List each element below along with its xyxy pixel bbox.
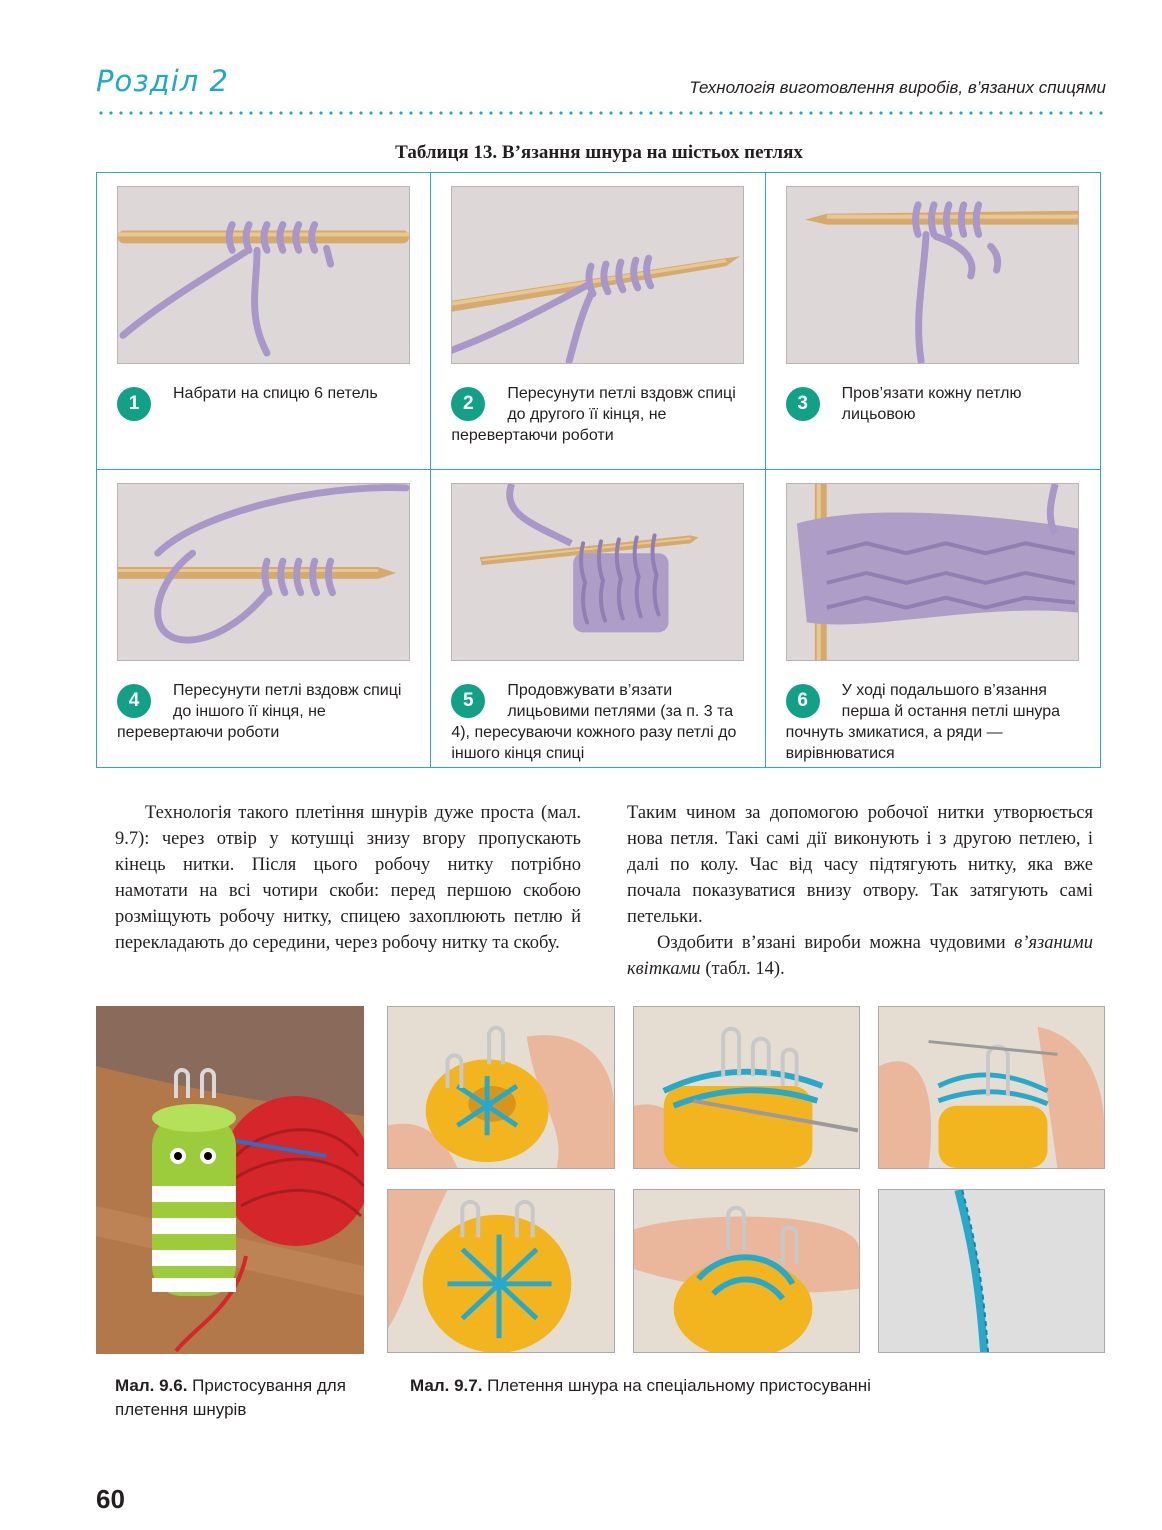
step-cell-2	[431, 173, 765, 470]
body-paragraph-right-2-end: (табл. 14).	[700, 959, 785, 979]
body-paragraph-right-text: Таким чином за допомогою робочої нитки утворюється нова петля. Такі самі дії виконують і з другою петлею, і далі по колу. Час від часу підтягують нитку, яка вже почала показуватися внизу отвору. Так затягують самі петельки.	[627, 803, 1093, 927]
page-number: 60	[96, 1484, 125, 1514]
figure-9-7-photo-4	[387, 1189, 615, 1353]
body-paragraph-right-2	[627, 930, 1093, 982]
step-number-badge-6: 6	[786, 684, 820, 718]
figure-9-7-caption	[410, 1374, 1090, 1398]
step-number-badge-2: 2	[451, 387, 485, 421]
step-text-5: Продовжувати в’язати лицьовими петлями (за п. 3 та 4), пересуваючи кожного разу петлі до іншого кінця спиці	[451, 682, 737, 762]
step-number-badge-3: 3	[786, 387, 820, 421]
figure-9-7-photo-3	[878, 1006, 1105, 1169]
body-paragraph-left-text: Технологія такого плетіння шнурів дуже проста (мал. 9.7): через отвір у котушці знизу вгору пропускають кінець нитки. Після цього робочу нитку потрібно намотати на всі чотири скоби: перед першою скобою розміщують робочу нитку, спицею захоплюють петлю й перекладають до середини, через робочу нитку та скобу.	[115, 803, 581, 953]
figure-9-7-caption-text: Плетення шнура на спеціальному пристосуванні	[482, 1376, 871, 1395]
body-paragraph-right	[627, 800, 1093, 982]
step-photo-2	[451, 186, 744, 364]
step-cell-6	[766, 470, 1100, 767]
step-text-4: Пересунути петлі вздовж спиці до іншого її кінця, не перевертаючи роботи	[117, 682, 402, 741]
body-paragraph-left	[115, 800, 581, 956]
running-title: Технологія виготовлення виробів, в’язаних спицями	[689, 78, 1106, 97]
step-photo-5	[451, 483, 744, 661]
header-dotted-divider	[96, 111, 1106, 115]
step-photo-4	[117, 483, 410, 661]
step-text-2: Пересунути петлі вздовж спиці до другого її кінця, не перевертаючи роботи	[451, 385, 736, 444]
step-cell-1	[97, 173, 431, 470]
step-text-6: У ході подальшого в’язання перша й остання петлі шнура почнуть змикатися, а ряди — вирівнюватися	[785, 682, 1061, 762]
figure-9-7-photo-1	[387, 1006, 615, 1169]
step-cell-3	[766, 173, 1100, 470]
body-paragraph-right-2-start: Оздобити в’язані вироби можна чудовими	[657, 933, 1015, 953]
figure-9-6-label: Мал. 9.6.	[115, 1376, 188, 1395]
step-text-1: Набрати на спицю 6 петель	[173, 385, 378, 402]
steps-table	[96, 172, 1101, 768]
step-cell-5	[431, 470, 765, 767]
figure-9-6-caption	[115, 1374, 365, 1422]
step-number-badge-1: 1	[117, 387, 151, 421]
figure-9-7-photo-6	[878, 1189, 1105, 1353]
step-photo-6	[786, 483, 1079, 661]
step-photo-3	[786, 186, 1079, 364]
figure-9-7-photo-5	[633, 1189, 860, 1353]
figure-9-7-label: Мал. 9.7.	[410, 1376, 483, 1395]
step-number-badge-4: 4	[117, 684, 151, 718]
figure-9-6-caption-text: Пристосування для плетення шнурів	[115, 1376, 346, 1419]
knitted-flowers-term: в’язаними квітками	[627, 933, 1093, 979]
chapter-label: Розділ 2	[96, 64, 229, 98]
step-number-badge-5: 5	[451, 684, 485, 718]
figure-9-6-photo	[96, 1006, 364, 1354]
step-text-3: Пров’язати кожну петлю лицьовою	[841, 385, 1022, 423]
figure-9-7-photo-2	[633, 1006, 860, 1169]
step-cell-4	[97, 470, 431, 767]
table-title: Таблиця 13. В’язання шнура на шістьох петлях	[395, 142, 803, 163]
step-photo-1	[117, 186, 410, 364]
